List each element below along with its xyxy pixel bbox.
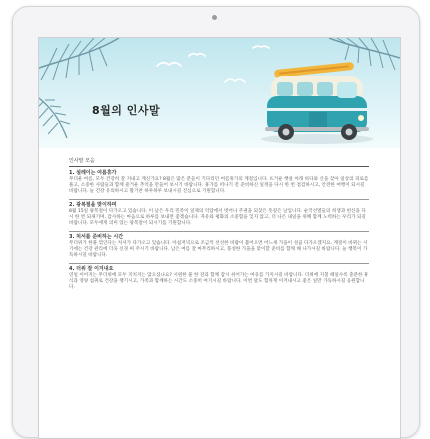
section-title: 2. 광복절을 맞이하며	[69, 202, 117, 208]
section-title: 4. 더위 잘 이겨내요	[69, 266, 114, 272]
summer-banner	[39, 38, 400, 148]
seagull-icon	[157, 46, 269, 82]
section-body: 무더운 여름, 모두 건강히 잘 지내고 계신가요? 8월은 많은 분들이 기다리던 여름휴가의 계절입니다. 뜨거운 햇살 아래 바다와 산을 찾아 일상의 피로를 풀고, 소중한 사람들과 함께 즐거운 추억을 만들어 보시기 바랍니다. 휴가를 떠나기 전 준비하신 일정을 다시 한 번 점검하시고, 안전한 여행이 되시길 바랍니다. 늘 건강 유의하시고 활기찬 하루하루 보내시길 진심으로 기원합니다.	[69, 177, 369, 194]
greeting-section	[69, 170, 369, 195]
greeting-section	[69, 266, 369, 291]
header-divider	[69, 166, 369, 167]
document-header: 인사말 모음	[69, 158, 95, 164]
section-divider	[69, 231, 369, 232]
section-body: 8월 15일 광복절이 다가오고 있습니다. 이 날은 우리 민족이 일제의 억압에서 벗어나 주권을 되찾은 뜻깊은 날입니다. 순국선열들의 희생과 헌신을 다시 한 번 되새기며, 감사하는 마음으로 하루를 보내면 좋겠습니다. 자유와 평화의 소중함을 잊지 않고, 더 나은 내일을 위해 함께 노력하는 우리가 되길 바랍니다. 모두에게 의미 있는 광복절이 되시기를 기원합니다.	[69, 209, 366, 226]
front-camera	[212, 15, 217, 20]
document-body	[69, 158, 369, 295]
palm-leaf-icon	[39, 38, 119, 138]
greeting-section	[69, 234, 369, 259]
section-title: 3. 처서를 준비하는 시간	[69, 234, 124, 240]
section-divider	[69, 263, 369, 264]
tablet-frame	[12, 6, 420, 438]
greeting-section	[69, 202, 369, 227]
section-body: 연일 이어지는 무더위에 모두 지치지는 않으셨나요? 시원한 물 한 잔과 함께 잠시 쉬어가는 여유를 가지시길 바랍니다. 더위에 지칠 때일수록 충분한 휴식과 영양 섭취로 건강을 챙기시고, 가족과 함께하는 시간도 소중히 여기시길 바랍니다. 이번 달도 힘차게 이겨내시고 좋은 일만 가득하시길 응원합니다.	[69, 273, 369, 290]
section-divider	[69, 199, 369, 200]
section-body: 무더위가 한풀 꺾인다는 처서가 다가오고 있습니다. 아침저녁으로 조금씩 선선한 바람이 불어오면 어느새 가을이 성큼 다가오겠지요. 계절이 바뀌는 시기에는 건강 관리에 더욱 신경 써 주시기 바랍니다. 남은 여름 잘 마무리하시고, 풍성한 가을을 맞이할 준비를 함께 해 나가시길 바랍니다. 늘 행복이 가득하시길 바랍니다.	[69, 241, 368, 258]
banner-illustration	[39, 38, 400, 148]
camper-van-icon	[261, 62, 373, 144]
page-title: 8월의 인사말	[92, 104, 161, 117]
tablet-screen	[38, 37, 401, 439]
section-title: 1. 설레이는 여름휴가	[69, 170, 117, 176]
